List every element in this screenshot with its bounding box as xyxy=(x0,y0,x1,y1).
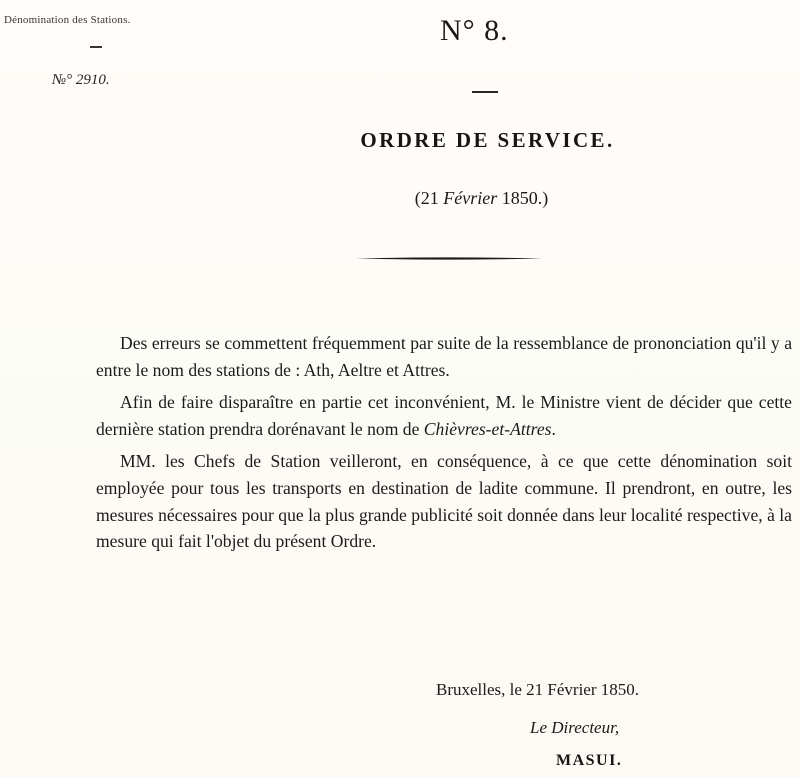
document-body xyxy=(96,330,792,561)
margin-reference-number: №° 2910. xyxy=(52,72,110,88)
margin-divider xyxy=(90,46,102,48)
document-date xyxy=(0,188,800,209)
paragraph-3: MM. les Chefs de Station veilleront, en conséquence, à ce que cette dénomination soit employée pour tous les transports en destination de ladite commune. Il prendront, en outre, les mesures nécessaires pour que la plus grande publicité soit donnée dans leur localité respective, à la mesure qui fait l'objet du présent Ordre. xyxy=(96,451,792,552)
signature-name: MASUI. xyxy=(556,752,623,769)
document-title: ORDRE DE SERVICE. xyxy=(360,128,615,152)
paragraph-2 xyxy=(96,389,792,442)
order-number: N° 8. xyxy=(440,14,509,47)
date-month: Février xyxy=(443,188,498,208)
date-close: 1850.) xyxy=(497,188,549,208)
ornamental-divider xyxy=(356,256,542,261)
new-station-name: Chièvres-et-Attres xyxy=(423,418,552,439)
signature-date: Bruxelles, le 21 Février 1850. xyxy=(436,680,640,699)
signature-role: Le Directeur, xyxy=(530,718,620,737)
paragraph-2-end: . xyxy=(551,418,556,439)
margin-heading: Dénomination des Stations. xyxy=(4,14,131,26)
paragraph-1: Des erreurs se commettent fréquemment par suite de la ressemblance de prononciation qu'il y a entre le nom des stations de : Ath, Aeltre et Attres. xyxy=(96,333,792,380)
short-divider xyxy=(472,91,498,93)
date-open: (21 xyxy=(414,188,444,208)
paragraph-2-lead: Afin de faire disparaître en partie cet inconvénient, M. le Ministre vient de décider que cette dernière station prendra dorénavant le nom de xyxy=(96,392,792,439)
